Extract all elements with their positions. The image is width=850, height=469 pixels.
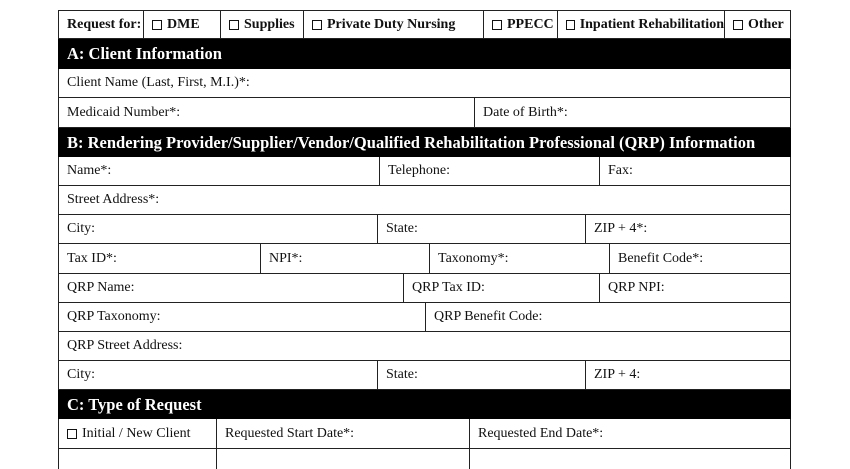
request-for-other-option[interactable]: Other	[724, 11, 791, 38]
requested-end-date-field[interactable]: Requested End Date*:	[469, 419, 791, 448]
qrp-taxonomy-field[interactable]: QRP Taxonomy:	[67, 309, 161, 324]
qrp-tax-id-field[interactable]: QRP Tax ID:	[403, 274, 599, 302]
qrp-benefit-code-field[interactable]: QRP Benefit Code:	[425, 303, 791, 331]
qrp-name-field[interactable]: QRP Name:	[67, 280, 135, 295]
section-b-header: B: Rendering Provider/Supplier/Vendor/Qualified Rehabilitation Professional (QRP) Information	[58, 128, 791, 157]
ppecc-checkbox-icon[interactable]	[492, 20, 502, 30]
provider-name-row	[58, 157, 791, 186]
request-for-supplies-option[interactable]: Supplies	[220, 11, 303, 38]
request-for-ppecc-option[interactable]: PPECC	[483, 11, 557, 38]
client-name-row	[58, 69, 791, 98]
taxonomy-field[interactable]: Taxonomy*:	[429, 244, 609, 273]
qrp-street-address-field[interactable]: QRP Street Address:	[67, 338, 183, 353]
other-checkbox-icon[interactable]	[733, 20, 743, 30]
qrp-city-field[interactable]: City:	[67, 367, 96, 382]
next-row-cell-2	[216, 449, 469, 469]
inpatient-rehabilitation-checkbox-icon[interactable]	[566, 20, 575, 30]
provider-name-field[interactable]: Name*:	[67, 163, 112, 178]
medicaid-number-field[interactable]: Medicaid Number*:	[67, 104, 181, 120]
street-address-field[interactable]: Street Address*:	[67, 192, 160, 207]
request-for-row	[58, 10, 791, 39]
city-field[interactable]: City:	[67, 221, 96, 236]
request-for-dme-option[interactable]: DME	[143, 11, 220, 38]
qrp-zip-field[interactable]: ZIP + 4:	[585, 361, 791, 389]
npi-field[interactable]: NPI*:	[260, 244, 429, 273]
initial-new-client-option[interactable]: Initial / New Client	[59, 419, 216, 448]
supplies-checkbox-icon[interactable]	[229, 20, 239, 30]
requested-start-date-field[interactable]: Requested Start Date*:	[216, 419, 469, 448]
initial-new-client-checkbox-icon[interactable]	[67, 429, 77, 439]
qrp-taxonomy-row	[58, 303, 791, 332]
next-row-cell-1	[59, 449, 216, 469]
tax-id-field[interactable]: Tax ID*:	[67, 250, 117, 266]
fax-field[interactable]: Fax:	[599, 157, 791, 185]
next-row-cell-3	[469, 449, 791, 469]
qrp-name-row	[58, 274, 791, 303]
qrp-street-address-row	[58, 332, 791, 361]
qrp-state-field[interactable]: State:	[377, 361, 585, 389]
private-duty-nursing-checkbox-icon[interactable]	[312, 20, 322, 30]
zip-field[interactable]: ZIP + 4*:	[585, 215, 791, 243]
city-state-zip-row	[58, 215, 791, 244]
street-address-row	[58, 186, 791, 215]
state-field[interactable]: State:	[377, 215, 585, 243]
medicaid-dob-row	[58, 98, 791, 128]
telephone-field[interactable]: Telephone:	[379, 157, 599, 185]
client-name-field[interactable]: Client Name (Last, First, M.I.)*:	[67, 75, 250, 90]
type-of-request-row	[58, 419, 791, 449]
tax-npi-row	[58, 244, 791, 274]
section-a-header: A: Client Information	[58, 39, 791, 69]
section-c-header: C: Type of Request	[58, 390, 791, 419]
request-for-private-duty-nursing-option[interactable]: Private Duty Nursing	[303, 11, 483, 38]
qrp-npi-field[interactable]: QRP NPI:	[599, 274, 791, 302]
benefit-code-field[interactable]: Benefit Code*:	[609, 244, 791, 273]
qrp-city-state-zip-row	[58, 361, 791, 390]
request-for-inpatient-rehabilitation-option[interactable]: Inpatient Rehabilitation	[557, 11, 724, 38]
next-request-row-partial	[58, 449, 791, 469]
request-for-label: Request for:	[67, 16, 142, 32]
dme-checkbox-icon[interactable]	[152, 20, 162, 30]
date-of-birth-field[interactable]: Date of Birth*:	[474, 98, 791, 127]
